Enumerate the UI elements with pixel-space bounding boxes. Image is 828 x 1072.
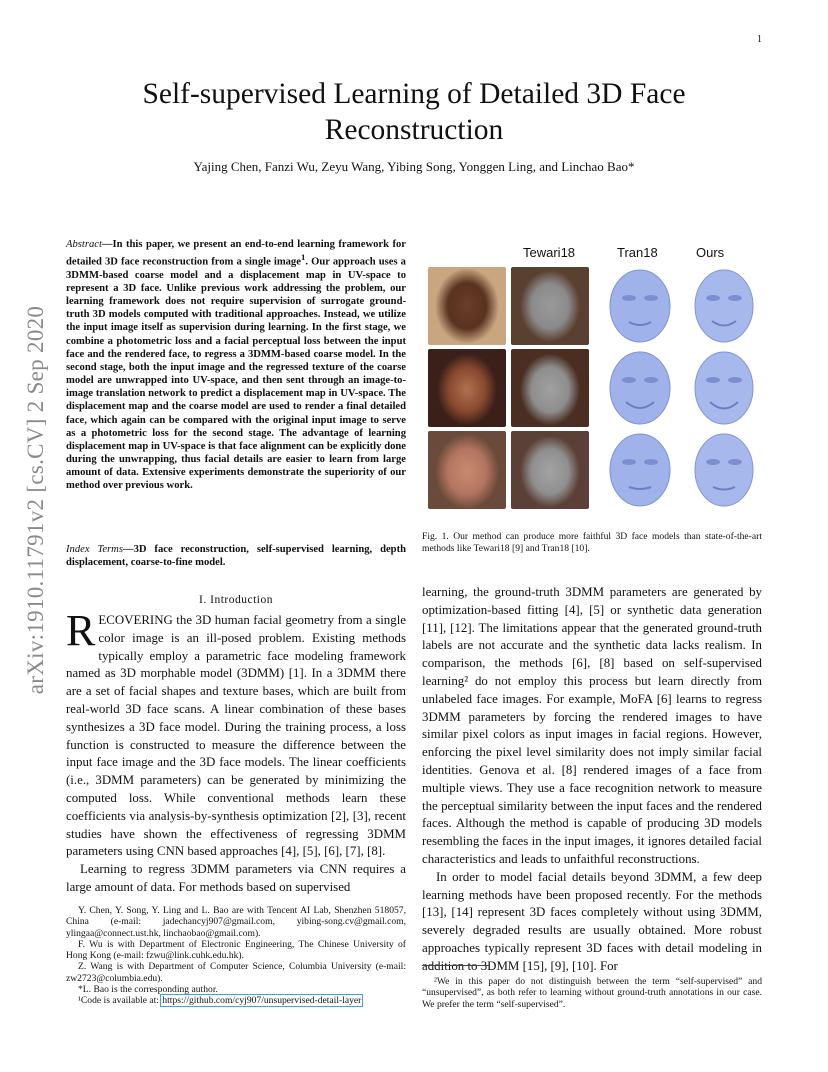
footnote-affiliation: Y. Chen, Y. Song, Y. Ling and L. Bao are with Tencent AI Lab, Shenzhen 518057, China (e-mail: jadechancyj907@gmail.com, yibing-song.cv@gmail.com, ylingaa@connect.ust.hk, linchaobao@gmail.com). bbox=[66, 905, 406, 939]
tran18-face-render bbox=[601, 348, 679, 428]
intro-paragraph-2: Learning to regress 3DMM parameters via CNN requires a large amount of data. For methods based on supervised bbox=[66, 862, 406, 894]
affiliation-footnotes bbox=[66, 905, 406, 1007]
arxiv-watermark: arXiv:1910.11791v2 [cs.CV] 2 Sep 2020 bbox=[23, 305, 48, 695]
figure-caption: Fig. 1. Our method can produce more faithful 3D face models than state-of-the-art methods like Tewari18 [9] and Tran18 [10]. bbox=[422, 531, 762, 554]
intro-paragraph-4: In order to model facial details beyond 3DMM, a few deep learning methods have been proposed recently. For the methods [13], [14] represent 3D faces completely without using 3DMM, severely degraded results are usually obtained. More robust approaches typically represent 3D faces with detail modeling in addition to 3DMM [15], [9], [10]. For bbox=[422, 869, 762, 973]
intro-paragraph-3: learning, the ground-truth 3DMM parameters are generated by optimization-based fitting [4], [5] or synthetic data generation [11], [12]. The limitations appear that the generated ground-truth labels are not accurate and the synthetic data lacks realism. In comparison, the methods [6], [8] based on self-supervised learning² do not employ this process but learn directly from unlabeled face images. For example, MoFA [6] learns to regress 3DMM parameters by forcing the rendered images to have similar pixel colors as input images in facial regions. However, enforcing the pixel level similarity does not imply similar facial identities. Genova et al. [8] rendered images of a face from multiple views. They use a face recognition network to measure the perceptual similarity between the input faces and the rendered faces. Although the method is capable of producing 3D models resembling the faces in the input images, it ignores detailed facial characteristics and leads to unfaithful reconstructions. bbox=[422, 585, 762, 866]
footnote-code-prefix: ¹Code is available at: bbox=[78, 995, 162, 1007]
section-heading: I. Introduction bbox=[199, 594, 273, 606]
footnote-self-supervised: ²We in this paper do not distinguish between the term “self-supervised” and “unsupervised”, as both refer to learning without ground-truth annotations in our case. We prefer the term “self-supervised”. bbox=[422, 976, 762, 1010]
footnote-ref-1[interactable]: 1 bbox=[300, 252, 306, 263]
footnote-corresponding: *L. Bao is the corresponding author. bbox=[78, 984, 218, 996]
paper-title: Self-supervised Learning of Detailed 3D Face Reconstruction bbox=[142, 78, 686, 146]
input-face-photo bbox=[428, 349, 506, 427]
drop-cap: R bbox=[66, 606, 96, 655]
tewari18-face-render bbox=[511, 431, 589, 509]
index-terms-text: —3D face reconstruction, self-supervised learning, depth displacement, coarse-to-fine model. bbox=[66, 544, 406, 569]
ours-face-render bbox=[685, 266, 763, 346]
tewari18-face-render bbox=[511, 267, 589, 345]
ours-face-render bbox=[685, 348, 763, 428]
tran18-face-render bbox=[601, 266, 679, 346]
abstract-label: Abstract bbox=[66, 239, 102, 250]
tran18-face-render bbox=[601, 430, 679, 510]
input-face-photo bbox=[428, 431, 506, 509]
abstract-text-1: —In this paper, we present an end-to-end learning framework for detailed 3D face reconstruction from a single image bbox=[66, 239, 406, 268]
ours-face-render bbox=[685, 430, 763, 510]
footnote-affiliation: Z. Wang is with Department of Computer Science, Columbia University (e-mail: zw2723@columbia.edu). bbox=[66, 961, 406, 984]
figure-header-tran18: Tran18 bbox=[617, 245, 658, 260]
figure-1 bbox=[425, 242, 763, 517]
footnote-rule bbox=[422, 965, 490, 966]
input-face-photo bbox=[428, 267, 506, 345]
abstract bbox=[66, 238, 406, 493]
page-number: 1 bbox=[757, 34, 762, 45]
intro-right-column bbox=[422, 584, 762, 976]
tewari18-face-render bbox=[511, 349, 589, 427]
index-terms bbox=[66, 543, 406, 569]
code-url-link[interactable]: https://github.com/cyj907/unsupervised-detail-layer bbox=[162, 995, 362, 1007]
figure-header-ours: Ours bbox=[696, 245, 725, 260]
footnote-affiliation: F. Wu is with Department of Electronic Engineering, The Chinese University of Hong Kong (e-mail: fzwu@link.cuhk.edu.hk). bbox=[66, 938, 406, 962]
abstract-text-2: . Our approach uses a 3DMM-based coarse model and a displacement map in UV-space to represent a 3D face. Unlike previous work addressing the problem, our learning framework does not require supervision of surrogate ground-truth 3D models computed with traditional approaches. Instead, we utilize the input image itself as supervision during learning. In the first stage, we combine a photometric loss and a facial perceptual loss between the input face and the rendered face, to regress a 3DMM-based coarse model. In the second stage, both the input image and the regressed texture of the coarse model are unwrapped into UV-space, and then sent through an image-to-image translation network to predict a displacement map in UV-space. The displacement map and the coarse model are used to render a final detailed face, which again can be compared with the original input image to serve as a photometric loss for the second stage. The advantage of learning displacement map in UV-space is that face alignment can be explicitly done during the unwrapping, thus facial details are easier to learn from large amount of data. Extensive experiments demonstrate the superiority of our method over previous work. bbox=[66, 256, 406, 492]
author-list: Yajing Chen, Fanzi Wu, Zeyu Wang, Yibing Song, Yonggen Ling, and Linchao Bao* bbox=[193, 159, 635, 174]
intro-paragraph-1: ECOVERING the 3D human facial geometry from a single color image is an ill-posed problem. Existing methods typically employ a parametric face modeling framework named as 3D morphable model (3DMM) [1]. In a 3DMM there are a set of facial shapes and texture bases, which are built from real-world 3D face scans. A linear combination of these bases synthesizes a 3D face model. During the training process, a loss function is constructed to measure the difference between the input face image and the 3D face models. The linear coefficients (i.e., 3DMM parameters) can be generated by minimizing the computed loss. While conventional methods learn these coefficients via analysis-by-synthesis optimization [2], [3], recent studies have shown the effectiveness of regressing 3DMM parameters using CNN based approaches [4], [5], [6], [7], [8]. bbox=[66, 613, 406, 859]
intro-left-column bbox=[66, 606, 406, 897]
index-terms-label: Index Terms bbox=[66, 544, 123, 555]
figure-header-tewari18: Tewari18 bbox=[523, 245, 576, 260]
footnote-code bbox=[66, 995, 406, 1006]
